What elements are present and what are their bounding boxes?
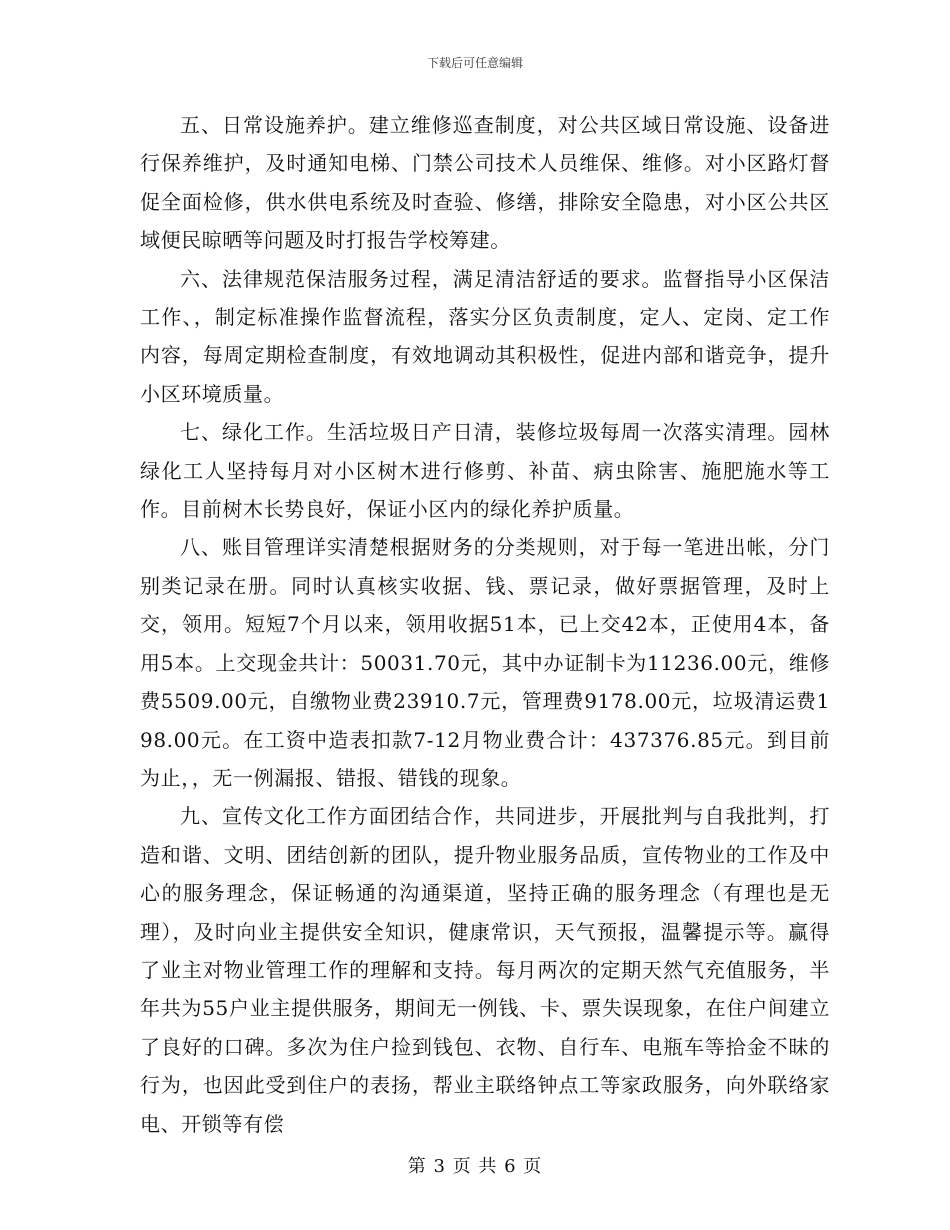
- page-number-footer: 第 3 页 共 6 页: [407, 1156, 543, 1177]
- paragraph-publicity-culture: 九、宣传文化工作方面团结合作，共同进步，开展批判与自我批判，打造和谐、文明、团结创新的团队，提升物业服务品质，宣传物业的工作及中心的服务理念，保证畅通的沟通渠道，坚持正确的服务理念（有理也是无理），及时向业主提供安全知识，健康常识，天气预报，温馨提示等。赢得了业主对物业管理工作的理解和支持。每月两次的定期天然气充值服务，半年共为55户业主提供服务，期间无一例钱、卡、票失误现象，在住户间建立了良好的口碑。多次为住户捡到钱包、衣物、自行车、电瓶车等拾金不昧的行为，也因此受到住户的表扬，帮业主联络钟点工等家政服务，向外联络家电、开锁等有偿: [140, 804, 830, 1136]
- page-header-note: 下载后可任意编辑: [426, 56, 523, 70]
- paragraph-cleaning-service: 六、法律规范保洁服务过程，满足清洁舒适的要求。监督指导小区保洁工作、，制定标准操作监督流程，落实分区负责制度，定人、定岗、定工作内容，每周定期检查制度，有效地调动其积极性，促进内部和谐竞争，提升小区环境质量。: [140, 266, 830, 406]
- paragraph-accounts-management: 八、账目管理详实清楚根据财务的分类规则，对于每一笔进出帐，分门别类记录在册。同时认真核实收据、钱、票记录，做好票据管理，及时上交，领用。短短7个月以来，领用收据51本，已上交42本，正使用4本，备用5本。上交现金共计：50031.70元，其中办证制卡为11236.00元，维修费5509.00元，自缴物业费23910.7元，管理费9178.00元，垃圾清运费198.00元。在工资中造表扣款7-12月物业费合计：437376.85元。到目前为止，，无一例漏报、错报、错钱的现象。: [140, 535, 830, 790]
- paragraph-facility-maintenance: 五、日常设施养护。建立维修巡查制度，对公共区域日常设施、设备进行保养维护，及时通知电梯、门禁公司技术人员维保、维修。对小区路灯督促全面检修，供水供电系统及时查验、修缮，排除安全隐患，对小区公共区域便民晾晒等问题及时打报告学校筹建。: [140, 113, 830, 253]
- paragraph-greening-work: 七、绿化工作。生活垃圾日产日清，装修垃圾每周一次落实清理。园林绿化工人坚持每月对小区树木进行修剪、补苗、病虫除害、施肥施水等工作。目前树木长势良好，保证小区内的绿化养护质量。: [140, 420, 830, 522]
- document-body: [140, 106, 830, 1143]
